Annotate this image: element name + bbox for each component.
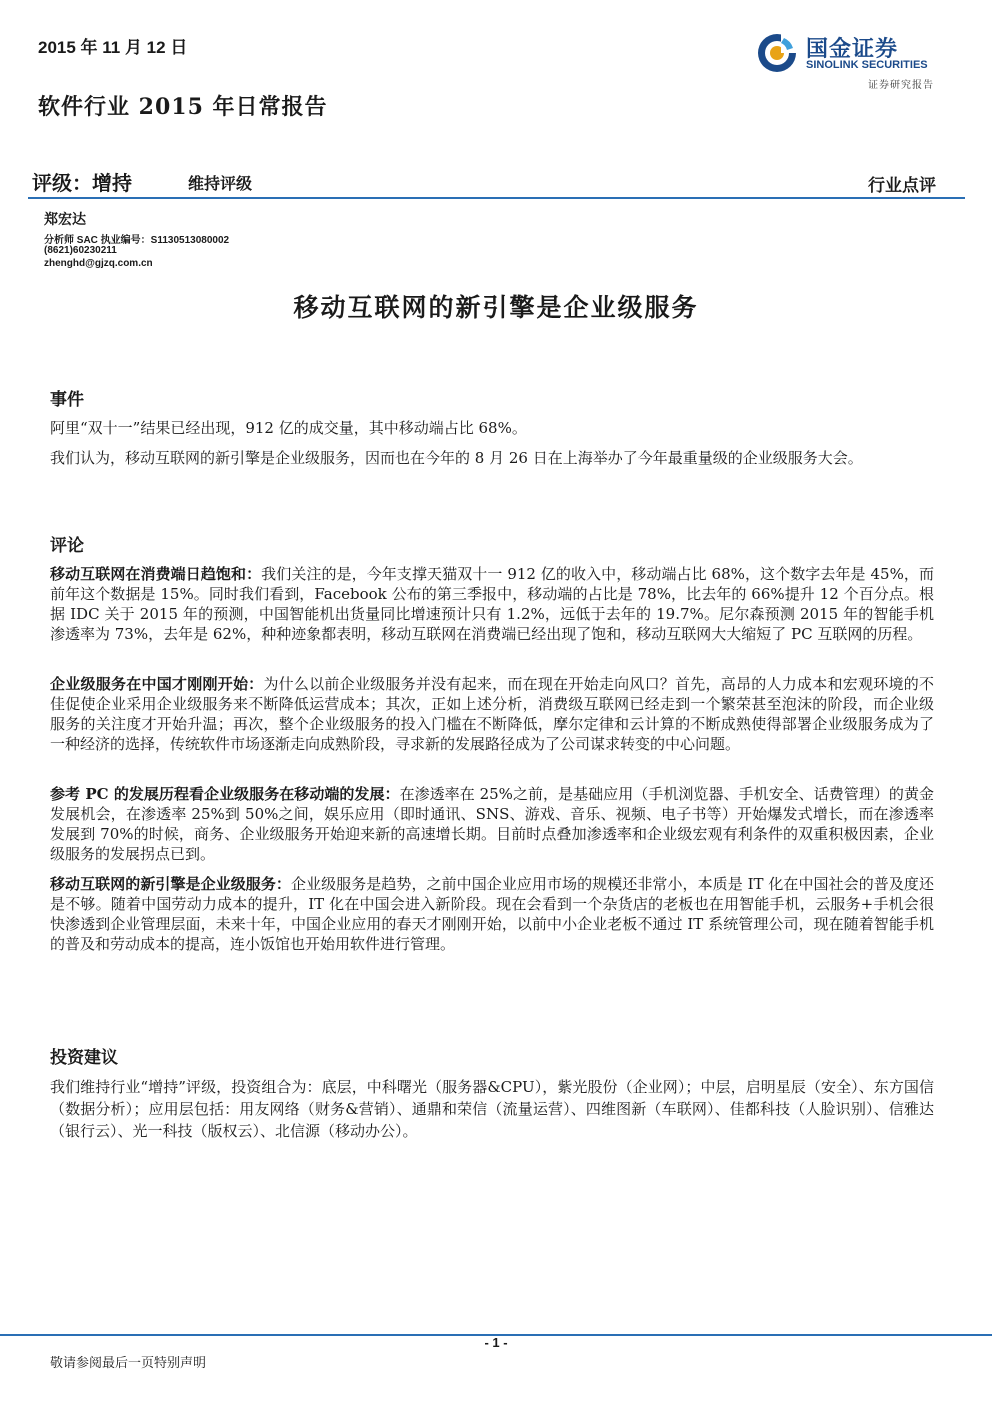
report-series-title: 软件行业 2015 年日常报告 <box>38 94 328 120</box>
event-paragraph-1: 阿里“双十一”结果已经出现，912 亿的成交量，其中移动端占比 68%。 <box>50 419 527 437</box>
comment-lead-3: 参考 PC 的发展历程看企业级服务在移动端的发展： <box>50 785 400 803</box>
rating-label: 评级：增持 <box>32 171 132 195</box>
comment-paragraph-1 <box>50 564 934 644</box>
page-title: 移动互联网的新引擎是企业级服务 <box>293 293 699 322</box>
event-paragraph-2: 我们认为，移动互联网的新引擎是企业级服务，因而也在今年的 8 月 26 日在上海举办了今年最重量级的企业级服务大会。 <box>50 449 863 467</box>
analyst-name: 郑宏达 <box>44 212 86 228</box>
section-title-comment: 评论 <box>50 536 84 556</box>
comment-text-4: 企业级服务是趋势，之前中国企业应用市场的规模还非常小，本质是 IT 化在中国社会的普及度还是不够。随着中国劳动力成本的提升，IT 化在中国会进入新阶段。现在会看到一个杂货店的老板也在用智能手机，云服务+手机会很快渗透到企业管理层面，未来十年，中国企业应用的春天才刚刚开始，以前中小企业老板不通过 IT 系统管理公司，现在随着智能手机的普及和劳动成本的提高，连小饭馆也开始用软件进行管理。 <box>50 875 934 953</box>
invest-paragraph: 我们维持行业“增持”评级，投资组合为：底层，中科曙光（服务器&CPU），紫光股份（企业网）；中层，启明星辰（安全）、东方国信（数据分析）；应用层包括：用友网络（财务&营销）、通鼎和荣信（流量运营）、四维图新（车联网）、佳都科技（人脸识别）、信雅达（银行云）、光一科技（版权云）、北信源（移动办公）。 <box>50 1078 934 1140</box>
comment-paragraph-4 <box>50 874 934 954</box>
sinolink-logo <box>756 30 946 94</box>
logo-english-name: SINOLINK SECURITIES <box>806 59 928 71</box>
section-title-invest: 投资建议 <box>50 1048 118 1068</box>
comment-text-1: 我们关注的是，今年支撑天猫双十一 912 亿的收入中，移动端占比 68%，这个数字去年是 45%，而前年这个数据是 15%。同时我们看到，Facebook 公布的第三季报中，移动端的占比是 78%，比去年的 66%提升 12 个百分点。根据 IDC 关于 2015 年的预测，中国智能机出货量同比增速预计只有 1.2%，远低于去年的 19.7%。尼尔森预测 2015 年的智能手机渗透率为 73%，去年是 62%，种种迹象都表明，移动互联网在消费端已经出现了饱和，移动互联网大大缩短了 PC 互联网的历程。 <box>50 565 934 643</box>
sinolink-logo-icon <box>756 32 798 74</box>
comment-lead-2: 企业级服务在中国才刚刚开始： <box>50 675 264 693</box>
analyst-email[interactable]: zhenghd@gjzq.com.cn <box>44 258 153 269</box>
page-number: - 1 - <box>484 1335 508 1350</box>
comment-paragraph-2 <box>50 674 934 754</box>
rating-action: 维持评级 <box>188 174 253 193</box>
comment-lead-1: 移动互联网在消费端日趋饱和： <box>50 565 262 583</box>
comment-paragraph-3 <box>50 784 934 864</box>
comment-text-3: 在渗透率在 25%之前，是基础应用（手机浏览器、手机安全、话费管理）的黄金发展机会，在渗透率 25%到 50%之间，娱乐应用（即时通讯、SNS、游戏、音乐、视频、电子书等）开始爆发式增长，而在渗透率发展到 70%的时候，商务、企业级服务开始迎来新的高速增长期。目前时点叠加渗透率和企业级宏观有利条件的双重积极因素，企业级服务的发展拐点已到。 <box>50 785 934 863</box>
analyst-phone: (8621)60230211 <box>44 245 117 256</box>
logo-chinese-name: 国金证券 <box>806 37 899 62</box>
header-divider <box>28 197 965 199</box>
logo-subtitle: 证券研究报告 <box>868 80 934 91</box>
disclaimer-note: 敬请参阅最后一页特别声明 <box>50 1356 207 1371</box>
report-date: 2015 年 11 月 12 日 <box>38 38 188 57</box>
comment-text-2: 为什么以前企业级服务并没有起来，而在现在开始走向风口？首先，高昂的人力成本和宏观环境的不佳促使企业采用企业级服务来不断降低运营成本；其次，正如上述分析，消费级互联网已经走到一个繁荣甚至泡沫的阶段，而企业级服务的关注度才开始升温；再次，整个企业级服务的投入门槛在不断降低，摩尔定律和云计算的不断成熟使得部署企业级服务成为了一种经济的选择，传统软件市场逐渐走向成熟阶段，寻求新的发展路径成为了公司谋求转变的中心问题。 <box>50 675 934 753</box>
section-title-event: 事件 <box>50 390 84 410</box>
comment-lead-4: 移动互联网的新引擎是企业级服务： <box>50 875 291 893</box>
analyst-cert: 分析师 SAC 执业编号：S1130513080002 <box>44 235 230 246</box>
report-category: 行业点评 <box>868 176 936 196</box>
